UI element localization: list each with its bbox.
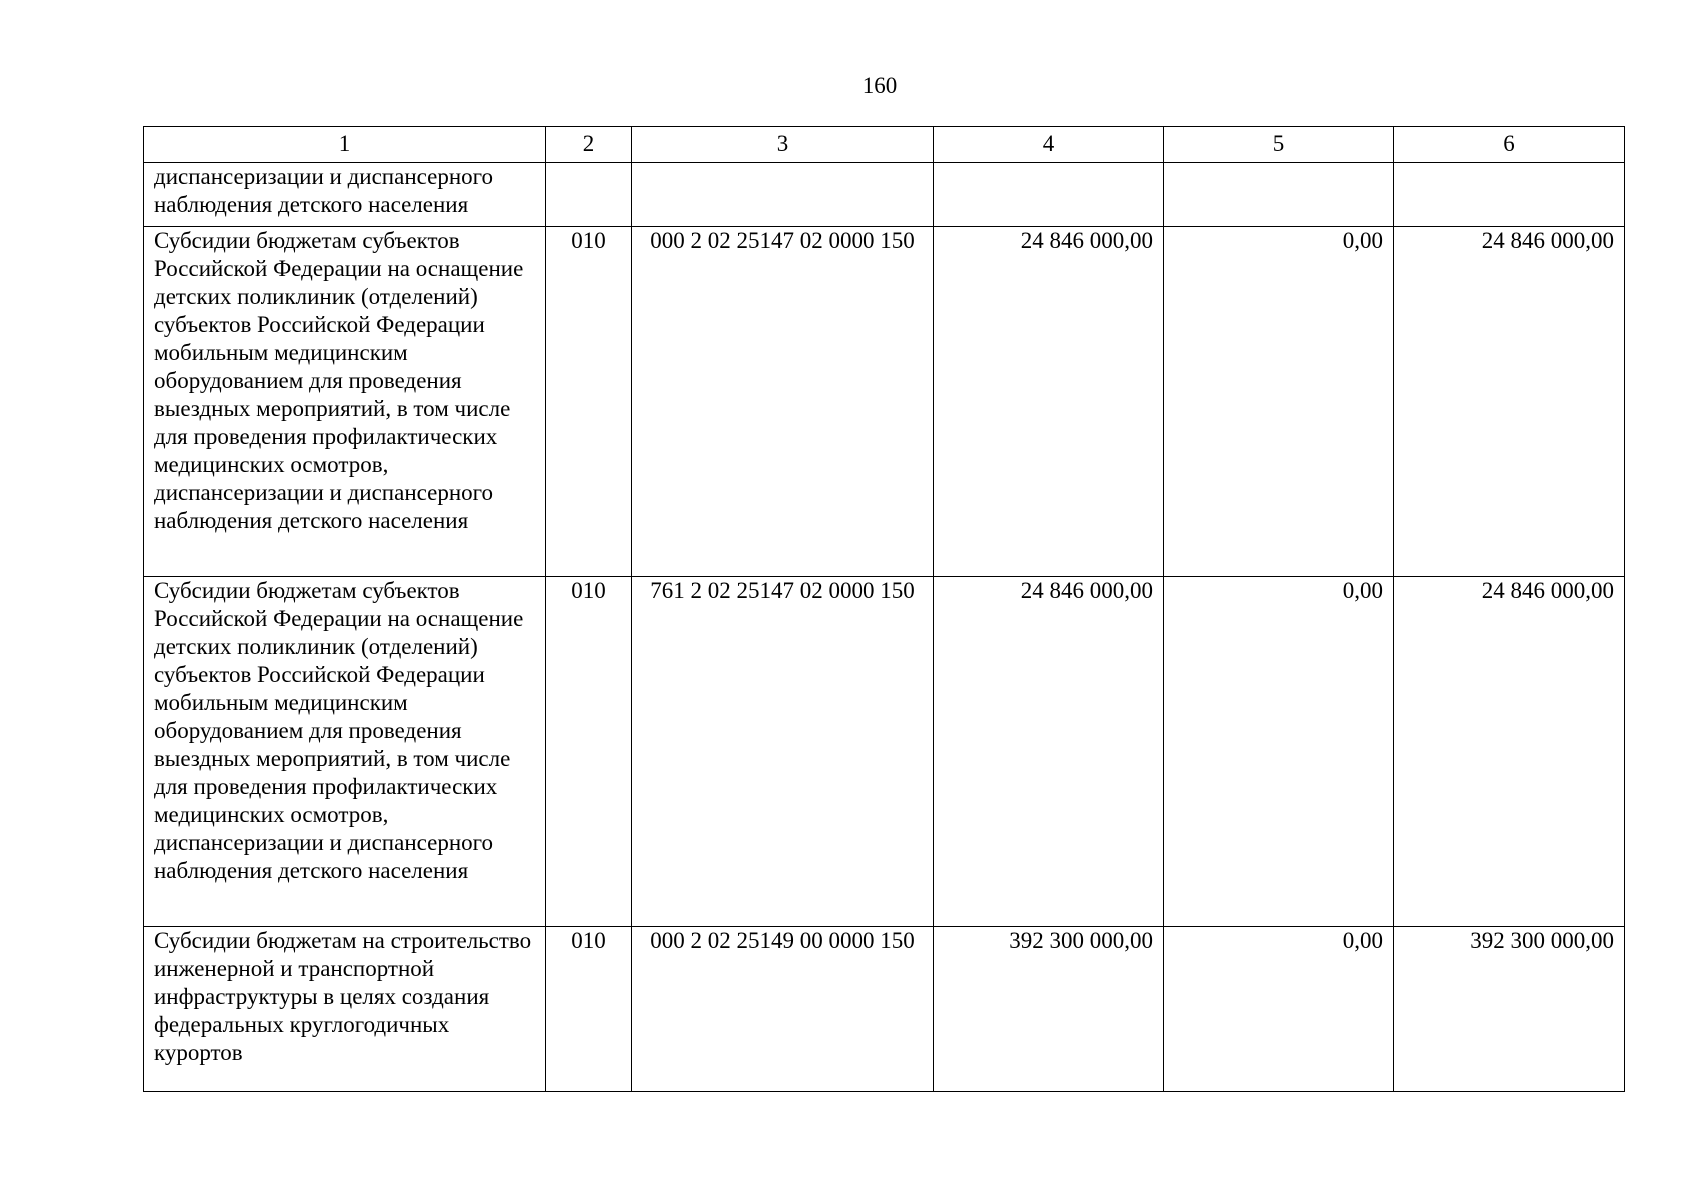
row-col5-cell: 0,00 (1164, 927, 1394, 1092)
column-header-5: 5 (1164, 127, 1394, 163)
row-col4-cell: 24 846 000,00 (934, 577, 1164, 927)
row-col4-cell: 392 300 000,00 (934, 927, 1164, 1092)
row-code-cell: 010 (546, 927, 632, 1092)
row-code-cell: 010 (546, 227, 632, 577)
row-code-cell: 010 (546, 577, 632, 927)
row-col6-cell: 24 846 000,00 (1394, 227, 1625, 577)
row-col6-cell: 392 300 000,00 (1394, 927, 1625, 1092)
table-header-row (144, 127, 1625, 163)
column-header-2: 2 (546, 127, 632, 163)
row-name-cell: Субсидии бюджетам субъектов Российской Федерации на оснащение детских поликлиник (отделений) субъектов Российской Федерации мобильным медицинским оборудованием для проведения выездных мероприятий, в том числе для проведения профилактических медицинских осмотров, диспансеризации и диспансерного наблюдения детского населения (144, 227, 546, 577)
column-header-4: 4 (934, 127, 1164, 163)
row-kbk-cell: 000 2 02 25149 00 0000 150 (632, 927, 934, 1092)
table-row (144, 577, 1625, 927)
table-row (144, 163, 1625, 227)
row-kbk-cell: 000 2 02 25147 02 0000 150 (632, 227, 934, 577)
row-col6-cell: 24 846 000,00 (1394, 577, 1625, 927)
row-kbk-cell (632, 163, 934, 227)
page-number: 160 (862, 73, 898, 98)
row-col6-cell (1394, 163, 1625, 227)
column-header-1: 1 (144, 127, 546, 163)
row-kbk-cell: 761 2 02 25147 02 0000 150 (632, 577, 934, 927)
row-col5-cell: 0,00 (1164, 577, 1394, 927)
row-name-cell: диспансеризации и диспансерного наблюдения детского населения (144, 163, 546, 227)
table-row (144, 227, 1625, 577)
row-col5-cell (1164, 163, 1394, 227)
row-name-cell: Субсидии бюджетам на строительство инженерной и транспортной инфраструктуры в целях создания федеральных круглогодичных курортов (144, 927, 546, 1092)
budget-table (143, 126, 1625, 1092)
table-row (144, 927, 1625, 1092)
row-col4-cell: 24 846 000,00 (934, 227, 1164, 577)
row-col4-cell (934, 163, 1164, 227)
row-code-cell (546, 163, 632, 227)
row-col5-cell: 0,00 (1164, 227, 1394, 577)
column-header-3: 3 (632, 127, 934, 163)
row-name-cell: Субсидии бюджетам субъектов Российской Федерации на оснащение детских поликлиник (отделений) субъектов Российской Федерации мобильным медицинским оборудованием для проведения выездных мероприятий, в том числе для проведения профилактических медицинских осмотров, диспансеризации и диспансерного наблюдения детского населения (144, 577, 546, 927)
column-header-6: 6 (1394, 127, 1625, 163)
